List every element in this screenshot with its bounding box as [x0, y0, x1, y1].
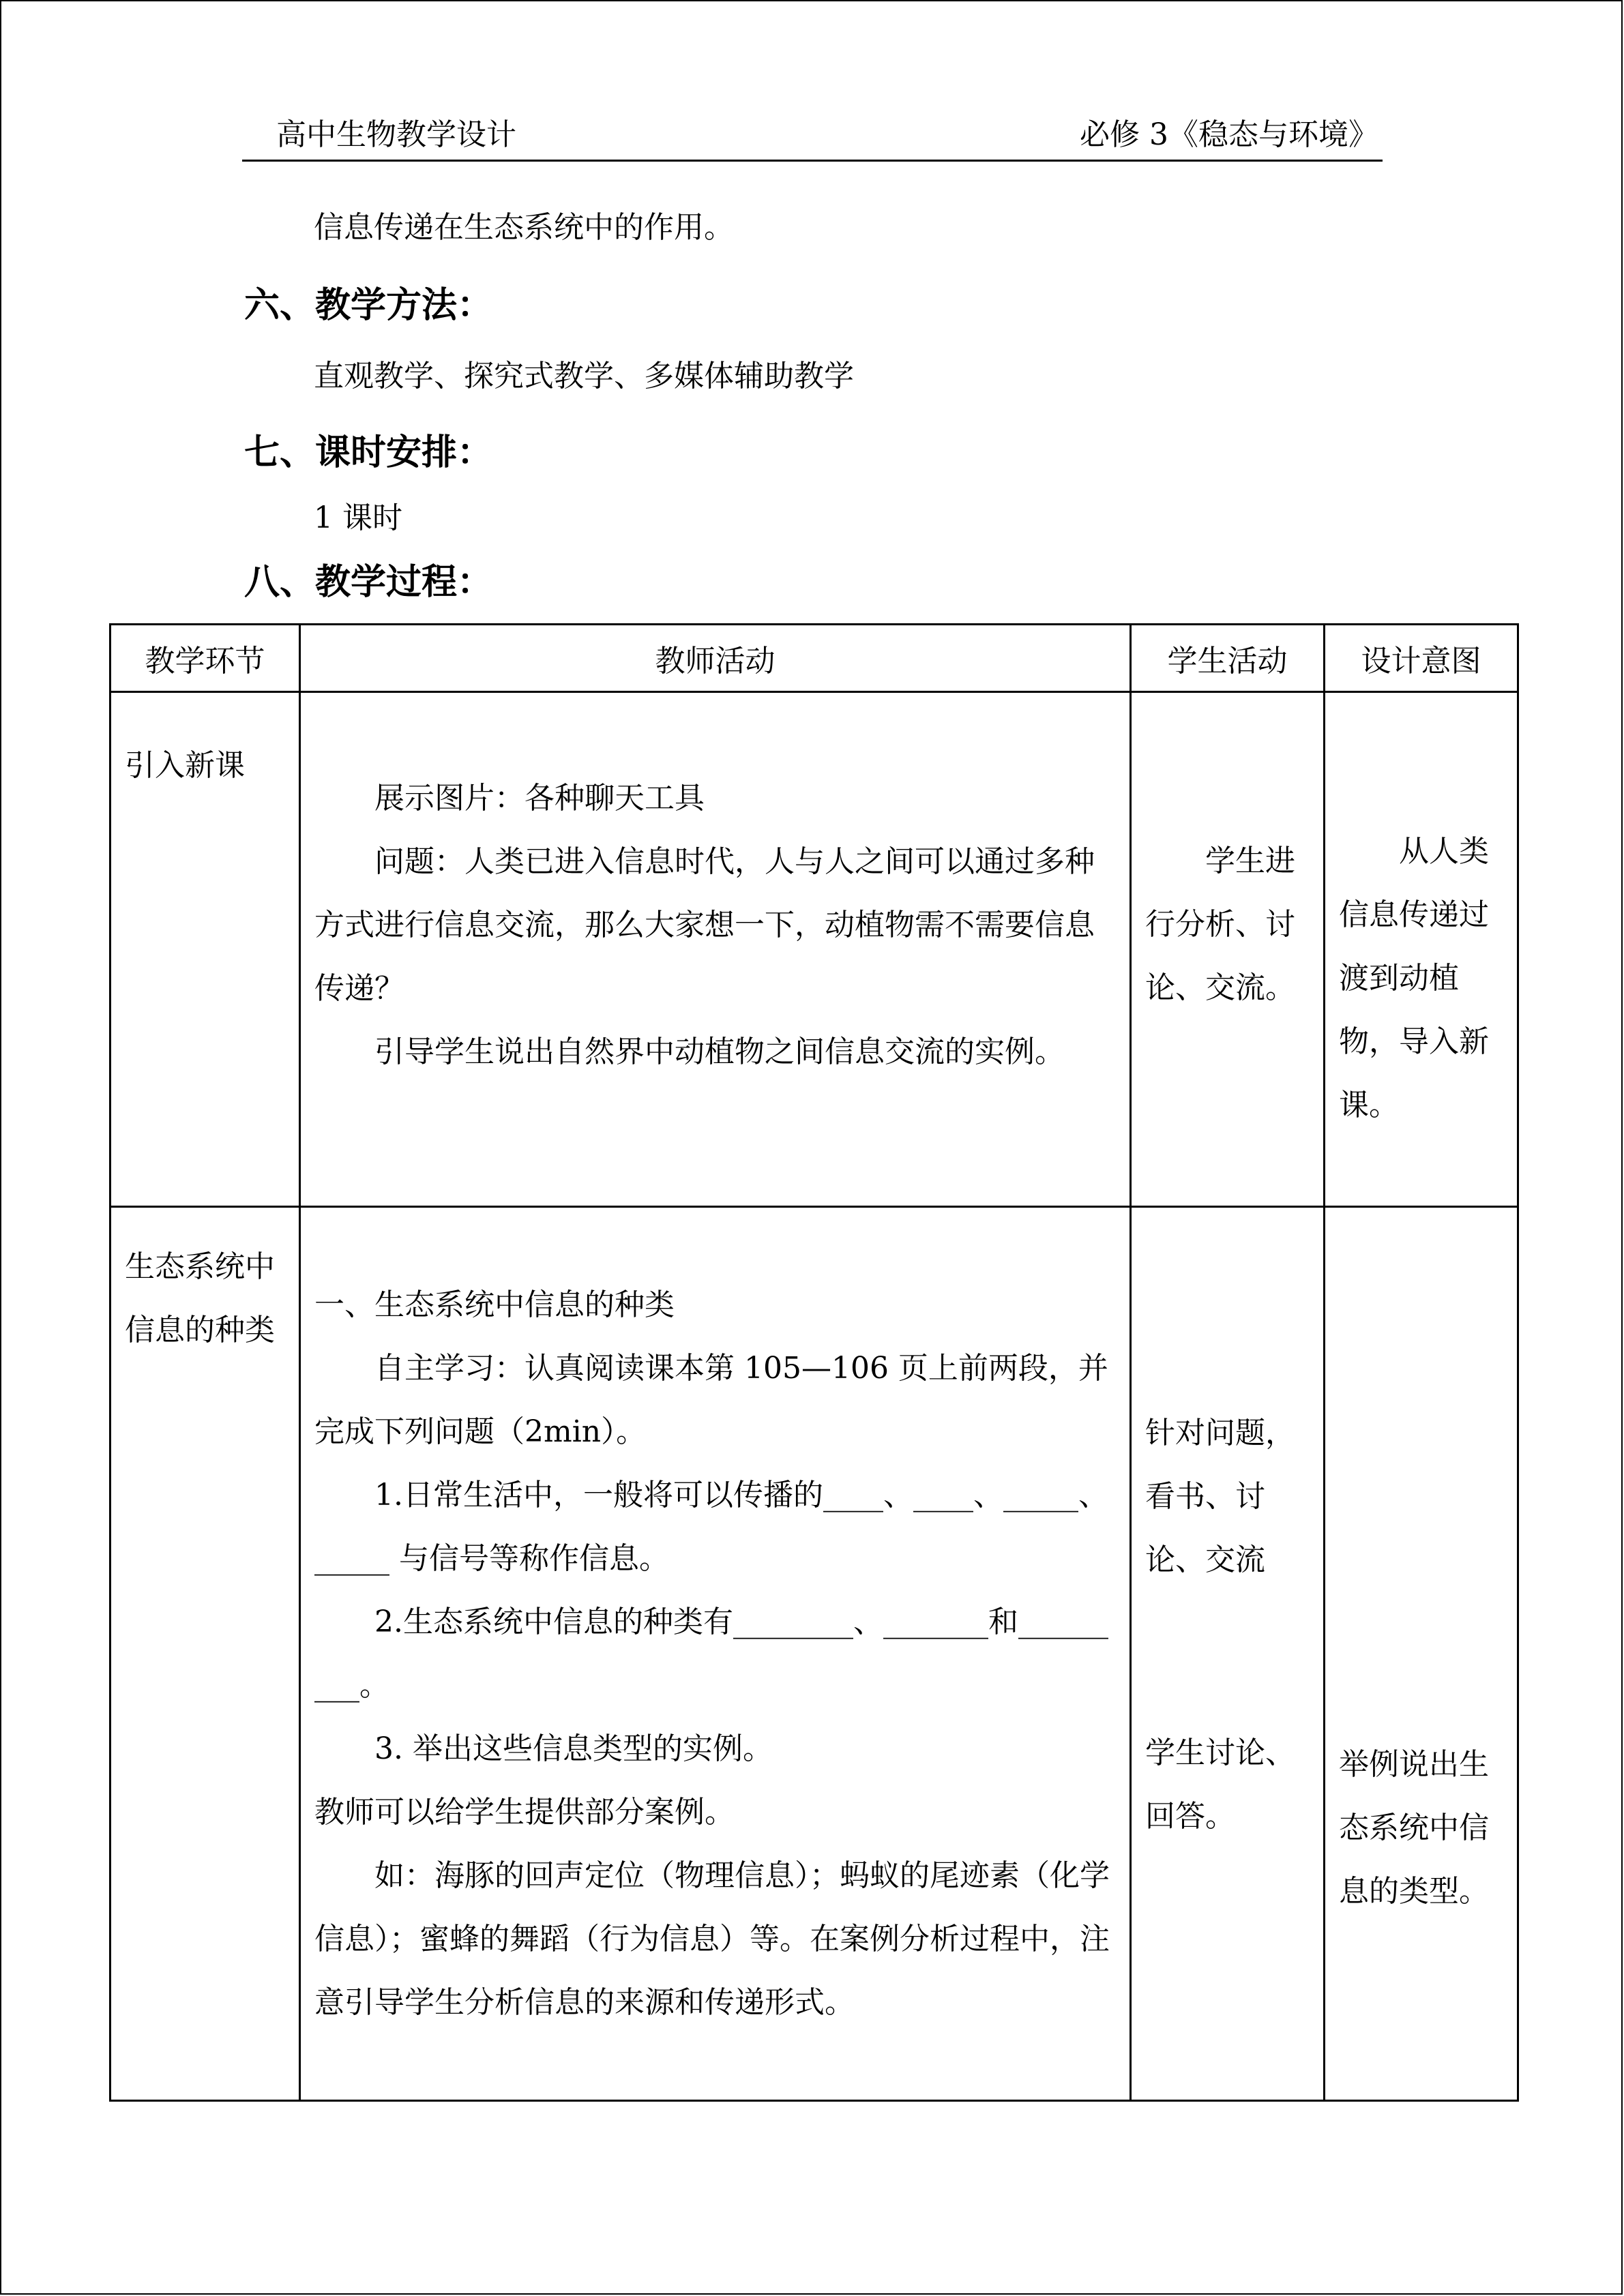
section-heading-process: 八、教学过程： — [244, 561, 493, 603]
teacher-cell — [300, 1207, 1131, 2101]
teacher-line: 3. 举出这些信息类型的实例。 — [374, 1731, 773, 1766]
section-heading-methods: 六、教学方法： — [244, 284, 493, 326]
teacher-line: 自主学习：认真阅读课本第 105—106 页上前两段，并完成下列问题（2min）。 — [314, 1351, 1108, 1449]
purpose-cell — [1325, 1207, 1518, 2101]
teacher-line: 2.生态系统中信息的种类有________、_______和_________。 — [314, 1605, 1108, 1703]
header-purpose: 设计意图 — [1325, 625, 1518, 692]
teacher-line: 教师可以给学生提供部分案例。 — [314, 1795, 735, 1830]
stage-cell — [110, 692, 300, 1207]
student-text: 学生讨论、回答。 — [1145, 1735, 1295, 1834]
header-left-title: 高中生物教学设计 — [276, 117, 516, 152]
student-cell — [1131, 1207, 1325, 2101]
stage-text: 引入新课 — [125, 748, 245, 783]
table-row — [110, 1207, 1518, 2101]
student-cell — [1131, 692, 1325, 1207]
teacher-cell — [300, 692, 1131, 1207]
student-text: 针对问题，看书、讨论、交流 — [1145, 1416, 1295, 1577]
purpose-cell — [1325, 692, 1518, 1207]
teacher-line: 1.日常生活中，一般将可以传播的____、____、_____、_____ 与信号等称作信息。 — [314, 1478, 1108, 1576]
methods-content: 直观教学、探究式教学、多媒体辅助教学 — [314, 359, 854, 393]
teacher-line: 问题：人类已进入信息时代，人与人之间可以通过多种方式进行信息交流，那么大家想一下，动植物需不需要信息传递？ — [314, 844, 1095, 1006]
purpose-text: 举例说出生态系统中信息的类型。 — [1339, 1747, 1489, 1909]
section-heading-schedule: 七、课时安排： — [244, 432, 493, 473]
schedule-content: 1 课时 — [314, 501, 402, 535]
teacher-line: 展示图片：各种聊天工具 — [374, 781, 705, 816]
teacher-line: 引导学生说出自然界中动植物之间信息交流的实例。 — [374, 1034, 1065, 1069]
table-row — [110, 692, 1518, 1207]
stage-cell — [110, 1207, 300, 2101]
header-student: 学生活动 — [1131, 625, 1325, 692]
table-header-row — [110, 625, 1518, 692]
student-text: 学生进行分析、讨论、交流。 — [1145, 844, 1295, 1005]
header-teacher: 教师活动 — [300, 625, 1131, 692]
header-right-title: 必修 3《稳态与环境》 — [1080, 117, 1378, 152]
header-divider — [242, 160, 1383, 162]
teaching-process-table — [109, 623, 1519, 2102]
teacher-line: 一、生态系统中信息的种类 — [314, 1287, 675, 1322]
intro-text: 信息传递在生态系统中的作用。 — [314, 210, 734, 245]
teacher-line: 如：海豚的回声定位（物理信息）；蚂蚁的尾迹素（化学信息）；蜜蜂的舞蹈（行为信息）等。在案例分析过程中，注意引导学生分析信息的来源和传递形式。 — [314, 1858, 1110, 2020]
purpose-text: 从人类信息传递过渡到动植物，导入新课。 — [1339, 834, 1489, 1122]
header-stage: 教学环节 — [110, 625, 300, 692]
stage-text: 生态系统中信息的种类 — [125, 1249, 275, 1347]
